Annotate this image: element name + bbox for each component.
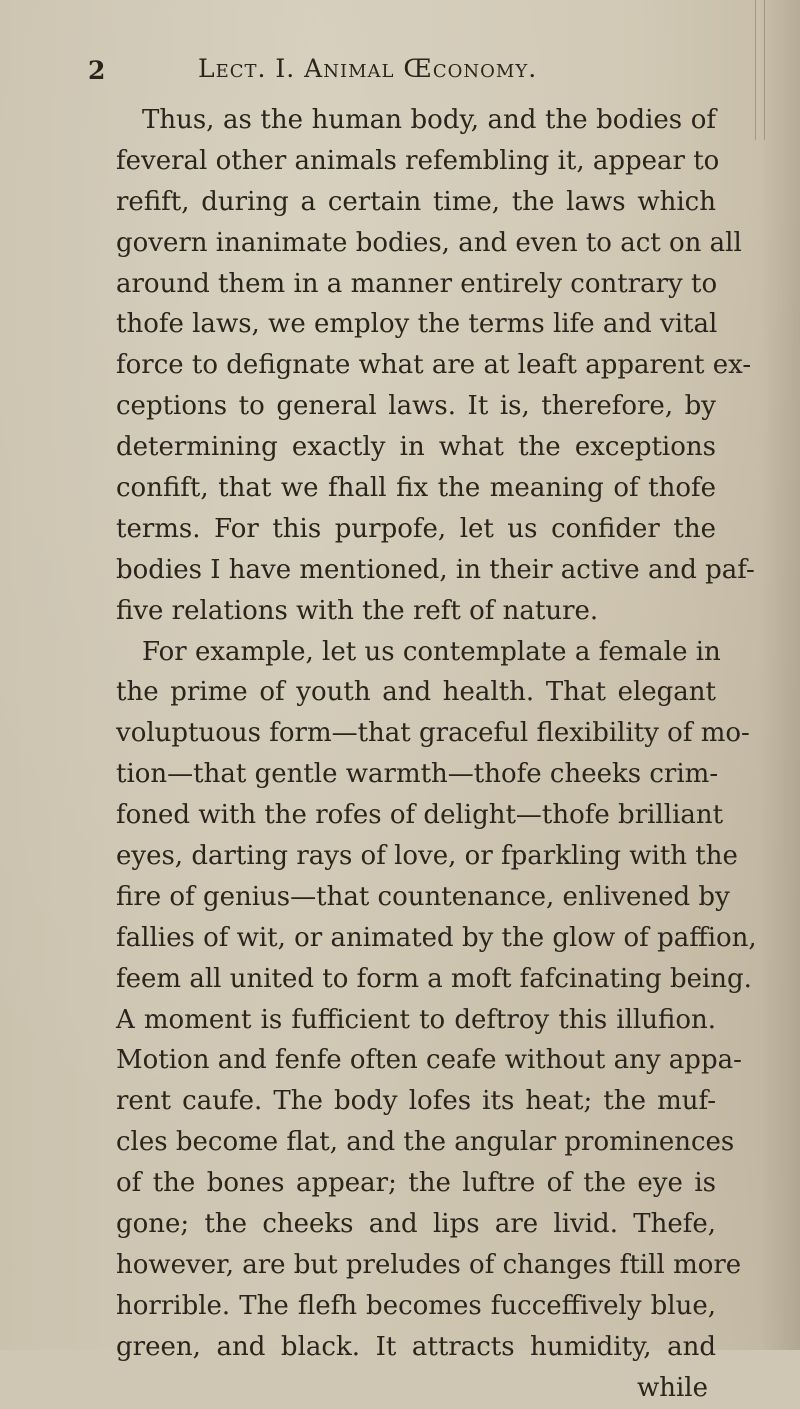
text-line: around them in a manner entirely contrary to — [116, 268, 718, 299]
text-line: voluptuous form—that graceful flexibility of mo- — [116, 718, 750, 749]
text-line: bodies I have mentioned, in their active and paf- — [116, 554, 755, 585]
text-line: feem all united to form a moft fafcinating being. — [116, 963, 752, 994]
text-line: fire of genius—that countenance, enlivened by — [116, 881, 730, 912]
text-line: the prime of youth and health. That elegant — [116, 677, 716, 708]
text-line: thofe laws, we employ the terms life and vital — [116, 309, 718, 340]
text-line: cles become flat, and the angular prominences — [116, 1127, 735, 1158]
text-line: feveral other animals refembling it, appear to — [116, 145, 720, 176]
body-text — [116, 100, 757, 1409]
page-edge-line — [764, 0, 765, 140]
text-line: For example, let us contemplate a female in — [142, 636, 721, 667]
text-line: gone; the cheeks and lips are livid. Thefe, — [116, 1209, 716, 1240]
text-line: force to defignate what are at leaft apparent ex- — [116, 350, 752, 381]
text-line: rent caufe. The body lofes its heat; the muf- — [116, 1086, 716, 1117]
text-line: terms. For this purpofe, let us confider the — [116, 513, 716, 544]
running-title: Lect. I. Animal Œconomy. — [198, 54, 538, 83]
text-line: eyes, darting rays of love, or fparkling with the — [116, 841, 738, 872]
running-head — [88, 54, 708, 88]
text-line: refift, during a certain time, the laws which — [116, 186, 716, 217]
text-line: Thus, as the human body, and the bodies of — [142, 105, 716, 135]
text-line: Motion and fenfe often ceafe without any appa- — [116, 1045, 742, 1076]
page-number: 2 — [88, 56, 106, 85]
text-line: horrible. The flefh becomes fucceffively blue, — [116, 1290, 716, 1321]
page-edge-line — [755, 0, 756, 140]
text-line: five relations with the reft of nature. — [116, 595, 599, 626]
text-line: tion—that gentle warmth—thofe cheeks crim- — [116, 759, 719, 790]
text-line: fallies of wit, or animated by the glow of paffion, — [116, 922, 757, 953]
page-edge-shadow — [760, 0, 800, 1350]
text-line: ceptions to general laws. It is, therefore, by — [116, 391, 716, 422]
text-line: A moment is fufficient to deftroy this illufion. — [116, 1004, 716, 1035]
text-line: confift, that we fhall fix the meaning of thofe — [116, 473, 716, 504]
text-line: determining exactly in what the exceptions — [116, 432, 716, 463]
text-line: foned with the rofes of delight—thofe brilliant — [116, 800, 724, 831]
text-line: however, are but preludes of changes ftill more — [116, 1249, 742, 1280]
text-line: green, and black. It attracts humidity, and — [116, 1331, 716, 1362]
text-line: of the bones appear; the luftre of the eye is — [116, 1168, 716, 1199]
text-line: govern inanimate bodies, and even to act on all — [116, 227, 742, 258]
catchword: while — [636, 1372, 708, 1403]
